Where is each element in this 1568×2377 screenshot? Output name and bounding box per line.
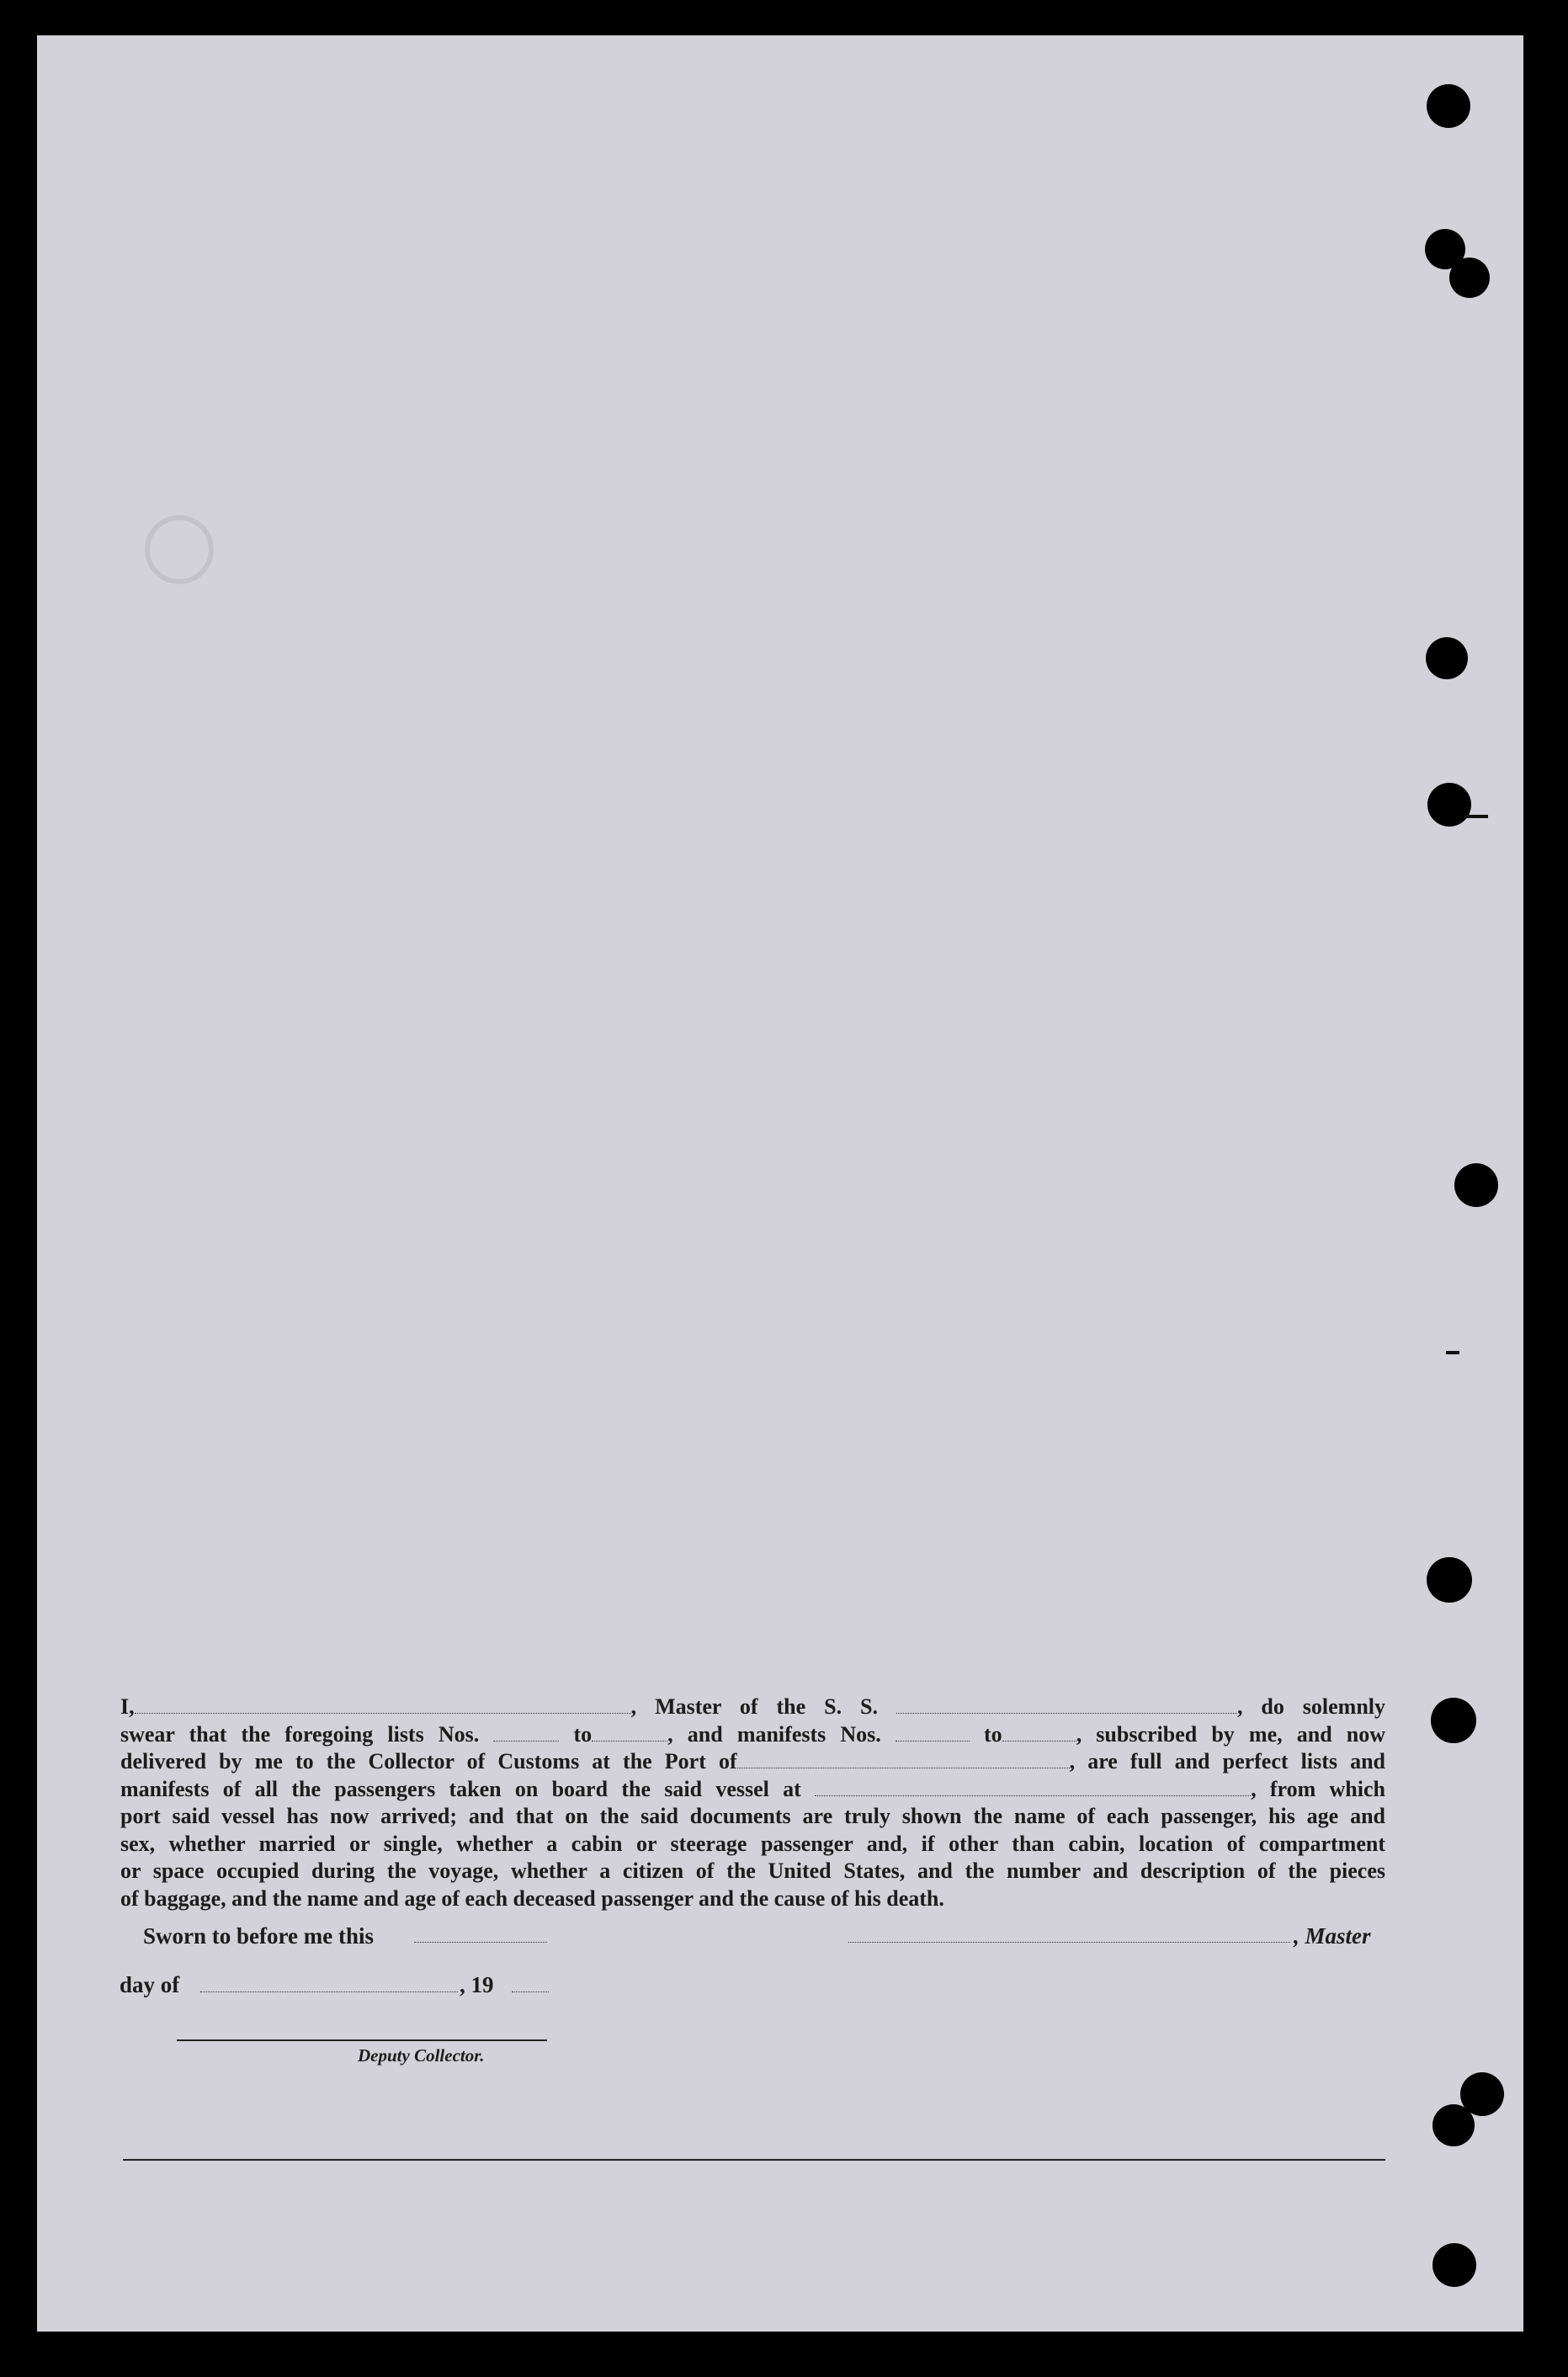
sworn-label: Sworn to before me this (143, 1923, 374, 1949)
form-sheet (37, 35, 1523, 2332)
oath-line-7: or space occupied during the voyage, whether a citizen of the United States, and the number and description of the pieces (120, 1859, 1385, 1883)
punch-hole (1427, 1557, 1472, 1603)
punch-hole (1432, 2104, 1475, 2146)
oath-line-6: sex, whether married or single, whether a cabin or steerage passenger and, if other than cabin, location of compartment (120, 1831, 1385, 1856)
oath-line-5: port said vessel has now arrived; and that on the said documents are truly shown the name of each passenger, his age and (120, 1804, 1385, 1828)
month-blank[interactable] (200, 1991, 458, 1992)
oath-text: , subscribed by me, and now (1076, 1721, 1386, 1747)
oath-paragraph (120, 1694, 1385, 1912)
oath-text: delivered by me to the Collector of Customs at the Port of (120, 1749, 737, 1773)
day-of-label: day of (120, 1972, 180, 1997)
port-blank[interactable] (737, 1752, 1070, 1768)
bleed-through-stamp (111, 481, 237, 608)
master-signature-blank[interactable] (848, 1942, 1290, 1943)
punch-hole (1432, 2243, 1476, 2287)
manifest-no-from-blank[interactable] (896, 1726, 970, 1742)
year-label: , 19 (460, 1972, 494, 1997)
list-no-to-blank[interactable] (592, 1726, 667, 1742)
oath-text: I, (120, 1694, 135, 1719)
oath-text: manifests of all the passengers taken on board the said vessel at (120, 1776, 801, 1801)
oath-line-2 (120, 1721, 1385, 1749)
oath-text: , from which (1251, 1776, 1385, 1801)
oath-line-1 (120, 1694, 1385, 1721)
deputy-label: Deputy Collector. (358, 2045, 485, 2066)
bottom-rule (123, 2159, 1385, 2161)
ship-name-blank[interactable] (896, 1698, 1237, 1714)
punch-hole (1427, 84, 1470, 128)
list-no-from-blank[interactable] (493, 1726, 559, 1742)
oath-text: swear that the foregoing lists Nos. (120, 1721, 480, 1747)
manifest-no-to-blank[interactable] (1002, 1726, 1076, 1742)
oath-line-8: of baggage, and the name and age of each deceased passenger and the cause of his death. (120, 1885, 944, 1911)
oath-text: , do solemnly (1236, 1694, 1386, 1719)
embark-port-blank[interactable] (815, 1780, 1251, 1796)
sworn-day-blank[interactable] (414, 1942, 547, 1943)
punch-hole (1426, 637, 1468, 679)
oath-line-3 (120, 1748, 1385, 1776)
master-name-blank[interactable] (135, 1698, 631, 1714)
speck (1446, 1351, 1459, 1354)
oath-text: , and manifests Nos. (667, 1721, 881, 1747)
oath-text: to (573, 1721, 593, 1747)
punch-hole (1449, 258, 1490, 298)
year-blank[interactable] (512, 1991, 549, 1992)
speck (1464, 815, 1488, 818)
oath-text: , Master of the S. S. (630, 1694, 878, 1719)
deputy-signature-line[interactable] (177, 2039, 547, 2041)
punch-hole (1427, 783, 1471, 827)
oath-text: to (984, 1721, 1002, 1747)
oath-line-4 (120, 1776, 1385, 1804)
oath-text: , are full and perfect lists and (1069, 1749, 1385, 1773)
master-label: , Master (1294, 1923, 1371, 1949)
punch-hole (1431, 1698, 1476, 1743)
punch-hole (1454, 1163, 1498, 1207)
